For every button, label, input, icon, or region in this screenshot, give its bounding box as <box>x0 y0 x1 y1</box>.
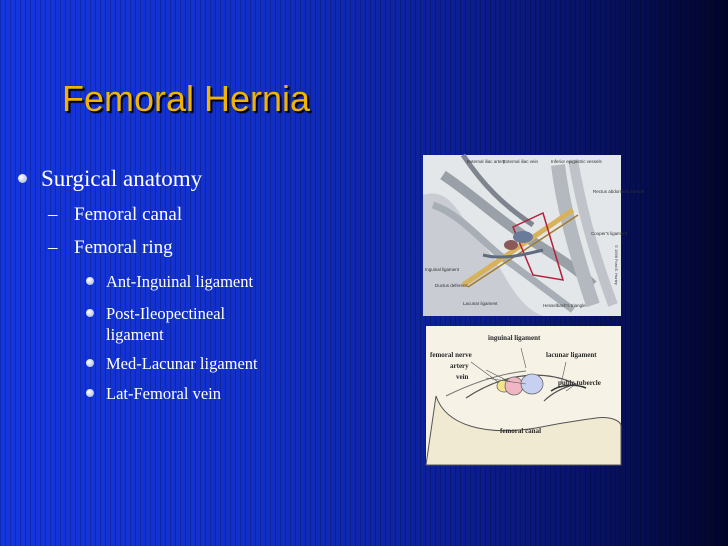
item-ant-inguinal <box>86 271 316 292</box>
femoral-canal-diagram <box>426 326 621 465</box>
sub-bullet-text: Femoral ring <box>74 237 173 258</box>
bullet-surgical-anatomy <box>18 166 202 192</box>
item-post-ileopectineal <box>86 303 316 345</box>
label-inferior-epigastric: Inferior epigastric vessels <box>551 159 602 164</box>
label-artery: artery <box>450 362 469 370</box>
label-lacunar-ligament: lacunar ligament <box>546 351 597 359</box>
label-lacunar: Lacunar ligament <box>463 301 498 306</box>
bullet-dot-icon <box>18 174 27 183</box>
label-femoral-canal: femoral canal <box>500 427 542 435</box>
bullet-dot-icon <box>86 359 94 367</box>
dash-icon: – <box>48 204 58 225</box>
item-text: Med-Lacunar ligament <box>106 354 258 373</box>
item-text: Lat-Femoral vein <box>106 384 222 403</box>
sub-bullet-text: Femoral canal <box>74 204 183 225</box>
bullet-dot-icon <box>86 389 94 397</box>
label-ductus: Ductus deferens <box>435 283 468 288</box>
label-vein: vein <box>456 373 469 381</box>
femoral-canal-diagram-svg <box>426 326 621 465</box>
label-inguinal-ligament: inguinal ligament <box>488 334 541 342</box>
label-external-iliac-artery: External iliac artery <box>467 159 506 164</box>
item-lat-femoral-vein <box>86 383 316 404</box>
label-copyright: © 1996 Ford E. Hurley <box>614 245 619 285</box>
item-med-lacunar <box>86 353 316 374</box>
bullet-text: Surgical anatomy <box>41 166 203 191</box>
slide-title: Femoral Hernia <box>62 78 311 119</box>
label-coopers: Cooper's ligament <box>591 231 628 236</box>
dash-icon: – <box>48 237 58 258</box>
label-hesselbach: Hesselbach's triangle <box>543 303 586 308</box>
label-pubic-tubercle: pubic tubercle <box>558 379 601 387</box>
item-text: Ant-Inguinal ligament <box>106 272 254 291</box>
label-inguinal: Inguinal ligament <box>425 267 460 272</box>
label-femoral-nerve: femoral nerve <box>430 351 472 359</box>
anatomy-illustration-svg <box>423 155 645 316</box>
sub-bullet-femoral-ring <box>48 237 173 259</box>
item-text: Post-Ileopectineal ligament <box>106 304 226 344</box>
anatomy-illustration <box>423 155 645 316</box>
sub-bullet-femoral-canal <box>48 204 182 226</box>
bullet-dot-icon <box>86 309 94 317</box>
bullet-dot-icon <box>86 277 94 285</box>
label-external-iliac-vein: External iliac vein <box>503 159 539 164</box>
label-rectus: Rectus abdominis muscle <box>593 189 645 194</box>
